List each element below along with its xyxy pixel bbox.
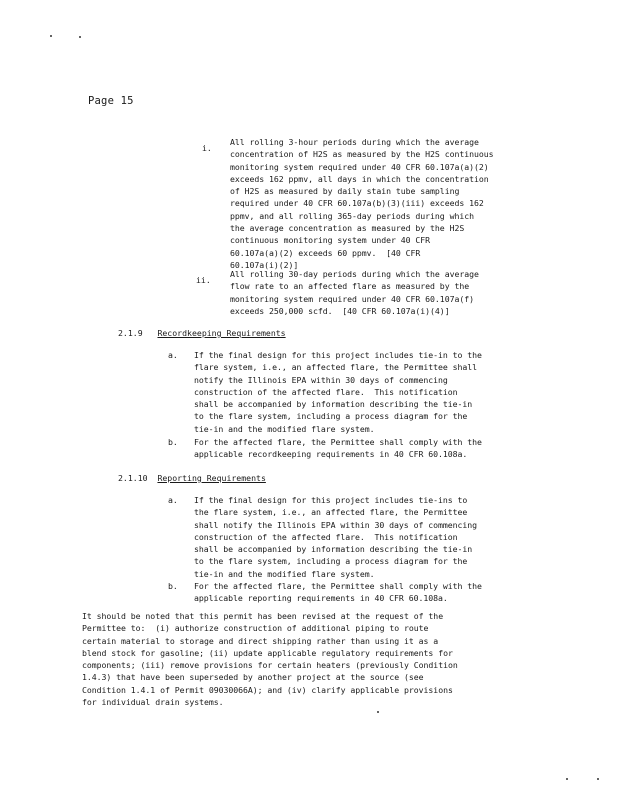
text-line: construction of the affected flare. This notification bbox=[194, 386, 458, 397]
section-number: 2.1.10 bbox=[118, 473, 148, 483]
text-line: the flare system, i.e., an affected flare, the Permittee bbox=[194, 507, 468, 518]
text-line: required under 40 CFR 60.107a(b)(3)(iii) exceeds 162 bbox=[230, 198, 484, 209]
text-line: notify the Illinois EPA within 30 days of commencing bbox=[194, 374, 448, 385]
text-line: 1.4.3) that have been superseded by another project at the source (see bbox=[82, 672, 424, 683]
item-i-text bbox=[230, 136, 493, 271]
text-line: components; (iii) remove provisions for certain heaters (previously Condition bbox=[82, 660, 458, 671]
text-line: monitoring system required under 40 CFR 60.107a(a)(2) bbox=[230, 161, 489, 172]
text-line: flare system, i.e., an affected flare, the Permittee shall bbox=[194, 362, 477, 373]
text-line: the average concentration as measured by the H2S bbox=[230, 223, 465, 234]
item-b-marker: b. bbox=[168, 581, 178, 591]
item-i-marker: i. bbox=[202, 143, 212, 153]
text-line: If the final design for this project includes tie-ins to bbox=[194, 495, 468, 505]
text-line: All rolling 30-day periods during which the average bbox=[230, 269, 479, 279]
text-line: blend stock for gasoline; (ii) update applicable regulatory requirements for bbox=[82, 647, 453, 658]
text-line: shall be accompanied by information describing the tie-in bbox=[194, 399, 473, 410]
section-number: 2.1.9 bbox=[118, 328, 143, 338]
text-line: tie-in and the modified flare system. bbox=[194, 423, 375, 434]
text-line: exceeds 162 ppmv, all days in which the concentration bbox=[230, 173, 489, 184]
item-b-marker: b. bbox=[168, 437, 178, 447]
text-line: concentration of H2S as measured by the H2S continuous bbox=[230, 149, 494, 160]
item-a-marker: a. bbox=[168, 350, 178, 360]
scan-speck bbox=[377, 711, 379, 713]
scan-speck bbox=[50, 35, 52, 37]
text-line: of H2S as measured by daily stain tube sampling bbox=[230, 186, 460, 197]
text-line: continuous monitoring system under 40 CFR bbox=[230, 235, 431, 246]
recordkeeping-item-b-text bbox=[194, 436, 482, 461]
scan-speck bbox=[566, 778, 568, 780]
text-line: For the affected flare, the Permittee shall comply with the bbox=[194, 437, 482, 447]
text-line: 60.107a(i)(2)] bbox=[230, 259, 299, 270]
text-line: For the affected flare, the Permittee shall comply with the bbox=[194, 581, 482, 591]
text-line: shall be accompanied by information describing the tie-in bbox=[194, 544, 473, 555]
recordkeeping-item-a-text bbox=[194, 349, 482, 435]
section-heading bbox=[118, 472, 266, 484]
text-line: Permittee to: (i) authorize construction of additional piping to route bbox=[82, 623, 429, 634]
text-line: exceeds 250,000 scfd. [40 CFR 60.107a(i)(4)] bbox=[230, 305, 450, 316]
section-title: Recordkeeping Requirements bbox=[157, 328, 286, 338]
text-line: Condition 1.4.1 of Permit 09030066A); and (iv) clarify applicable provisions bbox=[82, 684, 453, 695]
text-line: shall notify the Illinois EPA within 30 days of commencing bbox=[194, 519, 477, 530]
text-line: applicable reporting requirements in 40 CFR 60.108a. bbox=[194, 593, 448, 604]
text-line: monitoring system required under 40 CFR 60.107a(f) bbox=[230, 293, 474, 304]
page-number-label: Page 15 bbox=[88, 95, 134, 107]
section-title: Reporting Requirements bbox=[157, 473, 266, 483]
text-line: ppmv, and all rolling 365-day periods during which bbox=[230, 210, 474, 221]
item-a-marker: a. bbox=[168, 495, 178, 505]
text-line: flow rate to an affected flare as measured by the bbox=[230, 281, 470, 292]
text-line: If the final design for this project includes tie-in to the bbox=[194, 350, 482, 360]
reporting-item-a-text bbox=[194, 494, 477, 580]
text-line: All rolling 3-hour periods during which the average bbox=[230, 137, 479, 147]
text-line: tie-in and the modified flare system. bbox=[194, 568, 375, 579]
text-line: 60.107a(a)(2) exceeds 60 ppmv. [40 CFR bbox=[230, 247, 421, 258]
item-ii-marker: ii. bbox=[196, 275, 211, 285]
text-line: applicable recordkeeping requirements in 40 CFR 60.108a. bbox=[194, 449, 468, 460]
section-heading bbox=[118, 327, 286, 339]
text-line: to the flare system, including a process diagram for the bbox=[194, 411, 468, 422]
closing-paragraph bbox=[82, 610, 458, 708]
text-line: certain material to storage and direct shipping rather than using it as a bbox=[82, 635, 439, 646]
scan-speck bbox=[597, 778, 599, 780]
text-line: It should be noted that this permit has been revised at the request of the bbox=[82, 611, 444, 621]
text-line: to the flare system, including a process diagram for the bbox=[194, 556, 468, 567]
text-line: for individual drain systems. bbox=[82, 697, 224, 708]
text-line: construction of the affected flare. This notification bbox=[194, 531, 458, 542]
item-ii-text bbox=[230, 268, 479, 317]
reporting-item-b-text bbox=[194, 580, 482, 605]
scan-speck bbox=[79, 36, 81, 38]
